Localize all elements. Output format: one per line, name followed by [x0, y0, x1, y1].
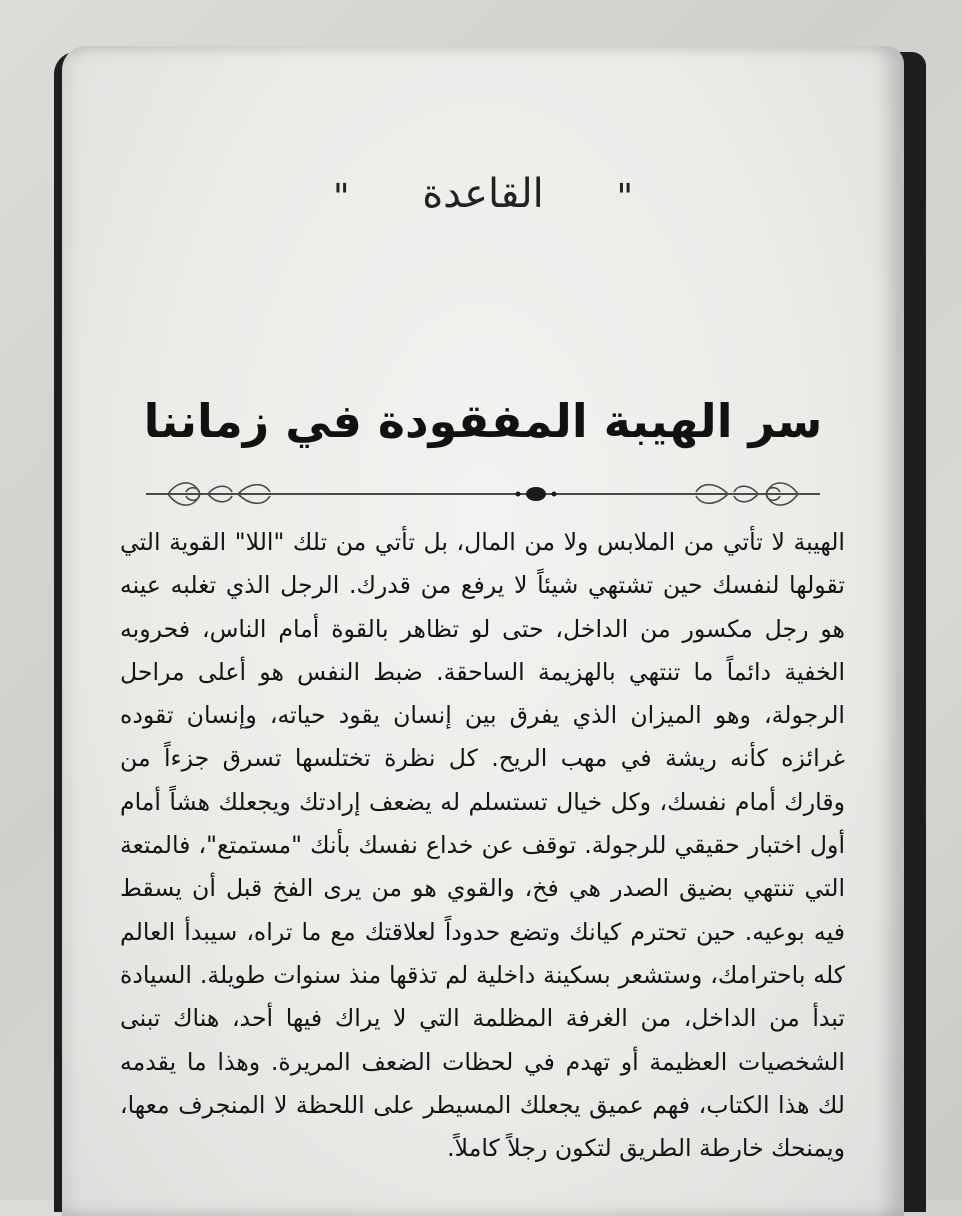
header-text: القاعدة: [422, 171, 544, 217]
book-page: [62, 46, 904, 1216]
header-quote-right: ": [616, 177, 634, 218]
ornament-divider: [138, 473, 828, 515]
body-paragraph: [120, 521, 845, 1170]
section-header: [62, 171, 904, 217]
chapter-title: سر الهيبة المفقودة في زماننا: [143, 394, 823, 448]
header-quote-left: ": [332, 177, 350, 218]
paragraph-text: الهيبة لا تأتي من الملابس ولا من المال، بل تأتي من تلك "اللا" القوية التي تقولها لنفسك حين تشتهي شيئاً لا يرفع من قدرك. الرجل الذي تغلبه عينه هو رجل مكسور من الداخل، حتى لو تظاهر بالقوة أمام الناس، فحروبه الخفية دائماً ما تنتهي بالهزيمة الساحقة. ضبط النفس هو أعلى مراحل الرجولة، وهو الميزان الذي يفرق بين إنسان يقود حياته، وإنسان تقوده غرائزه كأنه ريشة في مهب الريح. كل نظرة تختلسها تسرق جزءاً من وقارك أمام نفسك، وكل خيال تستسلم له يضعف إرادتك ويجعلك هشاً أمام أول اختبار حقيقي للرجولة. توقف عن خداع نفسك بأنك "مستمتع"، فالمتعة التي تنتهي بضيق الصدر هي فخ، والقوي هو من يرى الفخ قبل أن يسقط فيه بوعيه. حين تحترم كيانك وتضع حدوداً لعلاقتك مع ما تراه، سيبدأ العالم كله باحترامك، وستشعر بسكينة داخلية لم تذقها منذ سنوات طويلة. السيادة تبدأ من الداخل، من الغرفة المظلمة التي لا يراك فيها أحد، هناك تبنى الشخصيات العظيمة أو تهدم في لحظات الضعف المريرة. وهذا ما يقدمه لك هذا الكتاب، فهم عميق يجعلك المسيطر على اللحظة لا المنجرف معها، ويمنحك خارطة الطريق لتكون رجلاً كاملاً.: [120, 528, 845, 1163]
